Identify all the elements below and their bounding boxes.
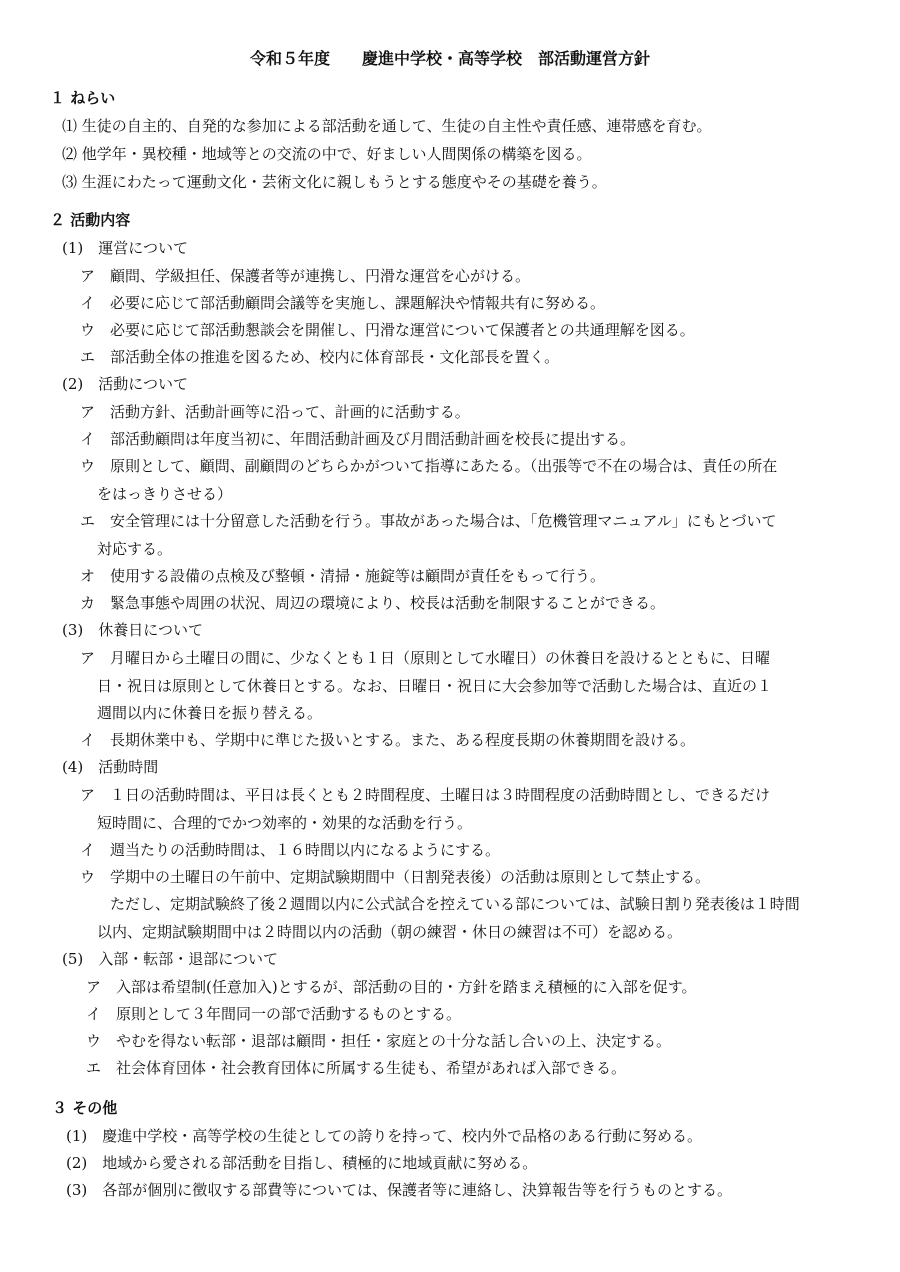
list-item-continuation: をはっきりさせる） — [97, 485, 233, 503]
list-item: ⑴ 生徒の自主的、自発的な参加による部活動を通して、生徒の自主性や責任感、連帯感を育む。 — [62, 117, 712, 135]
list-item: イ 長期休業中も、学期中に準じた扱いとする。また、ある程度長期の休養期間を設ける。 — [80, 731, 696, 749]
list-item: ウ 原則として、顧問、副顧問のどちらかがついて指導にあたる。（出張等で不在の場合は、責任の所在 — [80, 457, 778, 475]
subsection-heading: (5) 入部・転部・退部について — [62, 950, 278, 968]
list-item-continuation: ただし、定期試験終了後２週間以内に公式試合を控えている部については、試験日割り発表後は１時間 — [110, 895, 800, 913]
subsection-heading: (2) 活動について — [62, 375, 188, 393]
list-item: ⑶ 生涯にわたって運動文化・芸術文化に親しもうとする態度やその基礎を養う。 — [62, 173, 607, 191]
list-item-continuation: 対応する。 — [97, 540, 173, 558]
list-item: ア 顧問、学級担任、保護者等が連携し、円滑な運営を心がける。 — [80, 267, 531, 285]
list-item: (3) 各部が個別に徴収する部費等については、保護者等に連絡し、決算報告等を行うものとする。 — [66, 1181, 732, 1199]
list-item: エ 社会体育団体・社会教育団体に所属する生徒も、希望があれば入部できる。 — [86, 1059, 627, 1077]
list-item: エ 部活動全体の推進を図るため、校内に体育部長・文化部長を置く。 — [80, 348, 560, 366]
list-item: ア 月曜日から土曜日の間に、少なくとも１日（原則として水曜日）の休養日を設けるとともに、日曜 — [80, 649, 771, 667]
list-item: オ 使用する設備の点検及び整頓・清掃・施錠等は顧問が責任をもって行う。 — [80, 567, 606, 585]
list-item: イ 原則として３年間同一の部で活動するものとする。 — [86, 1005, 462, 1023]
list-item-continuation: 短時間に、合理的でかつ効率的・効果的な活動を行う。 — [97, 814, 473, 832]
section-heading: ２ 活動内容 — [50, 211, 131, 229]
subsection-heading: (4) 活動時間 — [62, 758, 159, 776]
list-item: イ 必要に応じて部活動顧問会議等を実施し、課題解決や情報共有に努める。 — [80, 294, 606, 312]
list-item: イ 週当たりの活動時間は、１６時間以内になるようにする。 — [80, 841, 501, 859]
list-item: (2) 地域から愛される部活動を目指し、積極的に地域貢献に努める。 — [66, 1154, 538, 1172]
list-item: ウ やむを得ない転部・退部は顧問・担任・家庭との十分な話し合いの上、決定する。 — [86, 1032, 672, 1050]
section-heading: ３ その他 — [52, 1099, 118, 1117]
section-heading: １ ねらい — [50, 89, 116, 107]
list-item: ア 入部は希望制(任意加入)とするが、部活動の目的・方針を踏まえ積極的に入部を促す。 — [86, 978, 697, 996]
list-item: ウ 学期中の土曜日の午前中、定期試験期間中（日割発表後）の活動は原則として禁止する。 — [80, 868, 711, 886]
list-item-continuation: 日・祝日は原則として休養日とする。なお、日曜日・祝日に大会参加等で活動した場合は、直近の１ — [97, 677, 773, 695]
subsection-heading: (3) 休養日について — [62, 621, 203, 639]
list-item: イ 部活動顧問は年度当初に、年間活動計画及び月間活動計画を校長に提出する。 — [80, 430, 636, 448]
list-item: カ 緊急事態や周囲の状況、周辺の環境により、校長は活動を制限することができる。 — [80, 594, 666, 612]
list-item-continuation: 以内、定期試験期間中は２時間以内の活動（朝の練習・休日の練習は不可）を認める。 — [97, 923, 683, 941]
list-item: ウ 必要に応じて部活動懇談会を開催し、円滑な運営について保護者との共通理解を図る。 — [80, 321, 695, 339]
list-item: ア 活動方針、活動計画等に沿って、計画的に活動する。 — [80, 403, 470, 421]
document-title: 令和５年度 慶進中学校・高等学校 部活動運営方針 — [249, 49, 650, 68]
list-item: ア １日の活動時間は、平日は長くとも２時間程度、土曜日は３時間程度の活動時間とし、できるだけ — [80, 786, 771, 804]
subsection-heading: (1) 運営について — [62, 239, 188, 257]
list-item: エ 安全管理には十分留意した活動を行う。事故があった場合は、「危機管理マニュアル」にもとづいて — [80, 512, 777, 530]
list-item: ⑵ 他学年・異校種・地域等との交流の中で、好ましい人間関係の構築を図る。 — [62, 145, 592, 163]
list-item: (1) 慶進中学校・高等学校の生徒としての誇りを持って、校内外で品格のある行動に努める。 — [66, 1127, 702, 1145]
list-item-continuation: 週間以内に休養日を振り替える。 — [97, 704, 323, 722]
